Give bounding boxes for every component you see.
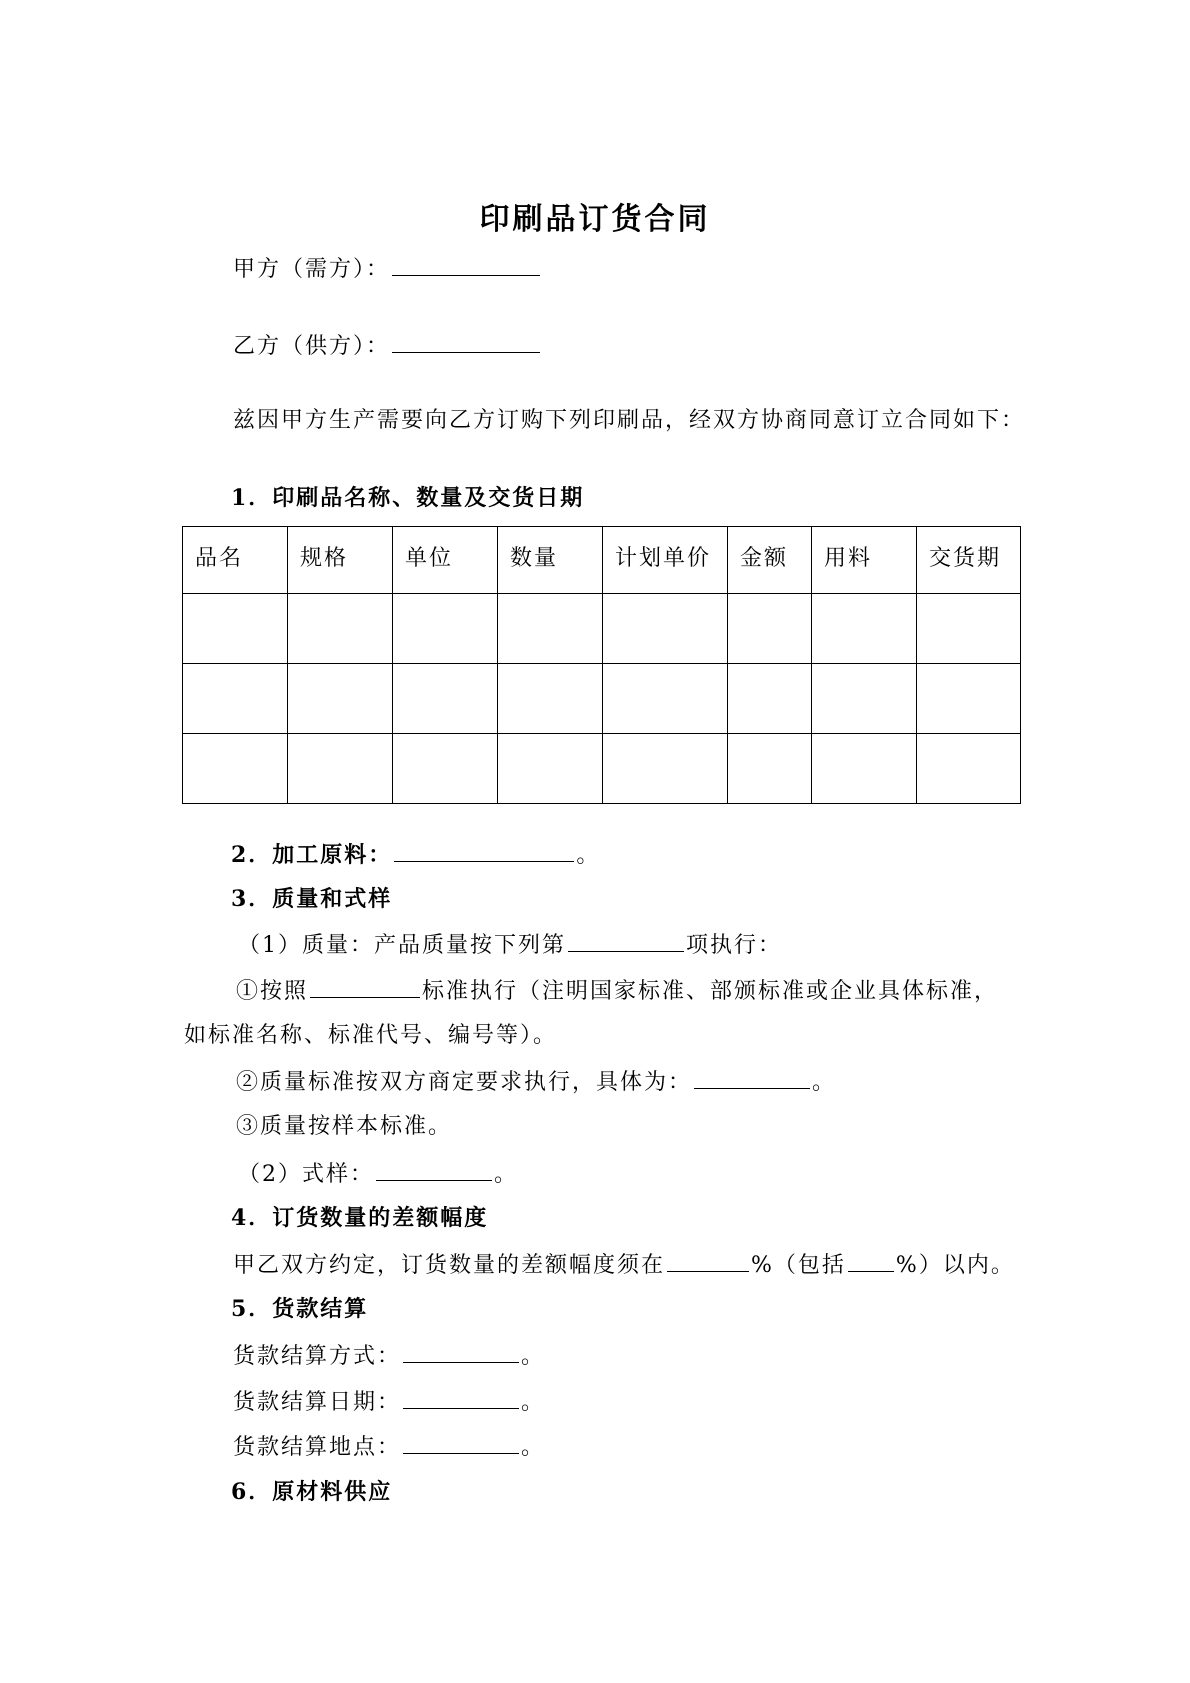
table-cell[interactable] [728,734,812,804]
quality-prefix: （1）质量：产品质量按下列第 [238,933,566,958]
payment-date-line [233,1386,545,1418]
order-table [182,526,1021,804]
payment-place-tail: 。 [521,1435,546,1460]
quantity-variance-line [233,1249,1015,1281]
section2-heading: 2．加工原料： [231,842,393,868]
intro-paragraph: 兹因甲方生产需要向乙方订购下列印刷品，经双方协商同意订立合同如下： [233,408,1026,433]
table-header-cell: 品名 [183,527,288,594]
style-blank[interactable] [376,1158,492,1181]
section2-line [231,839,600,871]
quality-line [238,929,782,961]
section5-heading: 5．货款结算 [231,1296,369,1322]
section1-heading: 1．印刷品名称、数量及交货日期 [231,485,585,511]
table-header-cell: 单位 [393,527,498,594]
party-b-label: 乙方（供方）： [233,334,391,359]
table-cell[interactable] [183,734,288,804]
item1-suffix: 标准执行（注明国家标准、部颁标准或企业具体标准， [422,979,999,1004]
table-cell[interactable] [183,594,288,664]
table-row [183,664,1021,734]
table-cell[interactable] [288,734,393,804]
payment-date-blank[interactable] [403,1386,519,1409]
payment-method-blank[interactable] [403,1340,519,1363]
quality-spec-blank[interactable] [694,1066,810,1089]
party-b-line [233,330,542,362]
table-cell[interactable] [498,664,603,734]
payment-place-label: 货款结算地点： [233,1435,402,1460]
table-header-cell: 数量 [498,527,603,594]
table-cell[interactable] [288,664,393,734]
variance-text-c: %）以内。 [895,1253,1015,1278]
table-cell[interactable] [812,734,917,804]
table-cell[interactable] [812,594,917,664]
style-prefix: （2）式样： [238,1162,374,1187]
style-suffix: 。 [494,1162,519,1187]
payment-date-label: 货款结算日期： [233,1390,402,1415]
party-a-line [233,253,542,285]
table-row [183,734,1021,804]
material-blank[interactable] [394,839,574,862]
table-cell[interactable] [288,594,393,664]
quality-item1-line [236,975,998,1007]
table-cell[interactable] [917,664,1021,734]
table-cell[interactable] [728,664,812,734]
quality-item2-line [236,1066,836,1098]
table-header-cell: 金额 [728,527,812,594]
table-header-cell: 计划单价 [603,527,728,594]
page-title: 印刷品订货合同 [479,202,711,237]
table-cell[interactable] [812,664,917,734]
section2-tail: 。 [576,843,601,868]
payment-date-tail: 。 [521,1390,546,1415]
payment-place-blank[interactable] [403,1431,519,1454]
payment-method-tail: 。 [521,1344,546,1369]
table-header-cell: 用料 [812,527,917,594]
payment-place-line [233,1431,545,1463]
table-row [183,594,1021,664]
payment-method-line [233,1340,545,1372]
table-cell[interactable] [393,664,498,734]
table-header-row [183,527,1021,594]
table-cell[interactable] [917,594,1021,664]
table-cell[interactable] [498,734,603,804]
section6-heading: 6．原材料供应 [231,1479,393,1505]
variance-inclusive-blank[interactable] [848,1249,894,1272]
table-cell[interactable] [393,594,498,664]
item1-prefix: ①按照 [236,979,309,1004]
table-header-cell: 规格 [288,527,393,594]
table-cell[interactable] [183,664,288,734]
variance-text-a: 甲乙双方约定，订货数量的差额幅度须在 [233,1253,666,1278]
item2-suffix: 。 [812,1070,837,1095]
payment-method-label: 货款结算方式： [233,1344,402,1369]
section4-heading: 4．订货数量的差额幅度 [231,1205,489,1231]
table-cell[interactable] [917,734,1021,804]
table-header-cell: 交货期 [917,527,1021,594]
style-line [238,1158,518,1190]
table-cell[interactable] [728,594,812,664]
party-b-blank[interactable] [392,330,540,353]
table-cell[interactable] [603,594,728,664]
quality-item1-continuation: 如标准名称、标准代号、编号等）。 [184,1023,558,1048]
party-a-blank[interactable] [392,253,540,276]
table-cell[interactable] [393,734,498,804]
table-cell[interactable] [603,664,728,734]
table-cell[interactable] [603,734,728,804]
standard-blank[interactable] [310,975,420,998]
item2-prefix: ②质量标准按双方商定要求执行，具体为： [236,1070,693,1095]
quality-suffix: 项执行： [686,933,783,958]
variance-blank[interactable] [667,1249,749,1272]
quality-item-blank[interactable] [568,929,684,952]
variance-text-b: %（包括 [751,1253,846,1278]
quality-item3: ③质量按样本标准。 [236,1114,453,1139]
table-cell[interactable] [498,594,603,664]
party-a-label: 甲方（需方）： [233,257,391,282]
section3-heading: 3．质量和式样 [231,886,393,912]
